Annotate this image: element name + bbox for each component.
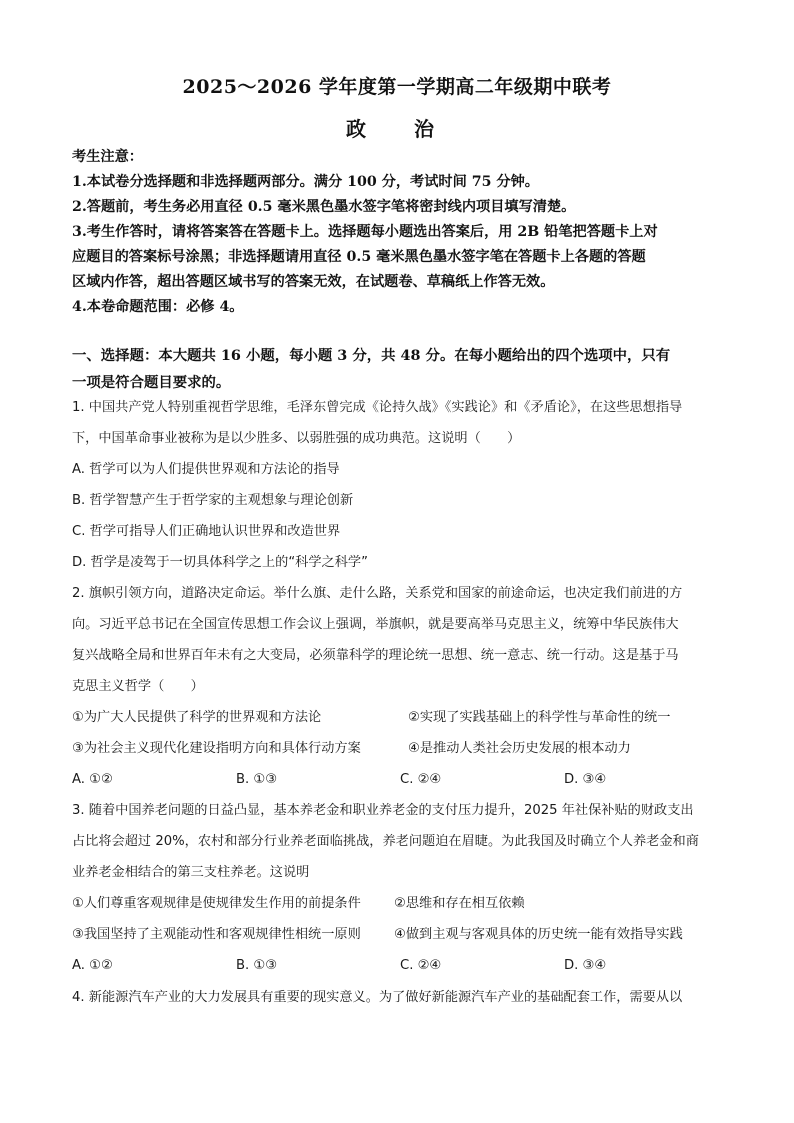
question-1 — [72, 392, 728, 578]
section-heading-line: 一、选择题：本大题共 16 小题，每小题 3 分，共 48 分。在每小题给出的四个选项中，只有 — [72, 347, 671, 364]
options-row — [72, 764, 728, 795]
statement-row — [72, 919, 728, 950]
option-c: C. 哲学可指导人们正确地认识世界和改造世界 — [72, 524, 341, 539]
statement-row — [72, 733, 728, 764]
statement-3: ③我国坚持了主观能动性和客观规律性相统一原则 — [72, 927, 361, 942]
statement-1: ①人们尊重客观规律是使规律发生作用的前提条件 — [72, 896, 361, 911]
question-stem: 下，中国革命事业被称为是以少胜多、以弱胜强的成功典范。这说明（ ） — [72, 431, 521, 446]
notice-item: 4.本卷命题范围：必修 4。 — [72, 299, 244, 315]
notice-item: 应题目的答案标号涂黑；非选择题请用直径 0.5 毫米黑色墨水签字笔在答题卡上各题的答题 — [72, 249, 646, 265]
option-d: D. 哲学是凌驾于一切具体科学之上的“科学之科学” — [72, 555, 368, 570]
statement-row — [72, 702, 728, 733]
notice-item: 区域内作答，超出答题区域书写的答案无效，在试题卷、草稿纸上作答无效。 — [72, 274, 555, 290]
question-stem: 占比将会超过 20%，农村和部分行业养老面临挑战，养老问题迫在眉睫。为此我国及时确立个人养老金和商 — [72, 834, 699, 849]
question-stem: 2. 旗帜引领方向，道路决定命运。举什么旗、走什么路，关系党和国家的前途命运，也决定我们前进的方 — [72, 586, 683, 601]
option-a: A. 哲学可以为人们提供世界观和方法论的指导 — [72, 462, 340, 477]
section-heading-line: 一项是符合题目要求的。 — [72, 374, 231, 391]
notice-heading: 考生注意： — [72, 149, 143, 165]
exam-title: 2025～2026 学年度第一学期高二年级期中联考 — [182, 76, 612, 98]
option-b: B. ①③ — [236, 772, 278, 787]
notice-item: 2.答题前，考生务必用直径 0.5 毫米黑色墨水签字笔将密封线内项目填写清楚。 — [72, 199, 576, 215]
question-stem: 4. 新能源汽车产业的大力发展具有重要的现实意义。为了做好新能源汽车产业的基础配套工作，需要从以 — [72, 990, 683, 1005]
statement-3: ③为社会主义现代化建设指明方向和具体行动方案 — [72, 741, 361, 756]
question-2 — [72, 578, 728, 795]
question-stem: 克思主义哲学（ ） — [72, 679, 204, 694]
option-b: B. 哲学智慧产生于哲学家的主观想象与理论创新 — [72, 493, 354, 508]
option-d: D. ③④ — [564, 958, 607, 973]
option-c: C. ②④ — [400, 772, 442, 787]
question-stem: 复兴战略全局和世界百年未有之大变局，必须靠科学的理论统一思想、统一意志、统一行动。这是基于马 — [72, 648, 679, 663]
statement-2: ②思维和存在相互依赖 — [394, 896, 525, 911]
section-heading — [72, 342, 728, 396]
notice-item: 1.本试卷分选择题和非选择题两部分。满分 100 分，考试时间 75 分钟。 — [72, 174, 539, 190]
subject-title: 政 治 — [346, 117, 448, 141]
option-c: C. ②④ — [400, 958, 442, 973]
question-stem: 业养老金相结合的第三支柱养老。这说明 — [72, 865, 310, 880]
question-stem: 3. 随着中国养老问题的日益凸显，基本养老金和职业养老金的支付压力提升，2025 年社保补贴的财政支出 — [72, 803, 694, 818]
option-b: B. ①③ — [236, 958, 278, 973]
notice-block — [72, 145, 728, 320]
statement-4: ④是推动人类社会历史发展的根本动力 — [408, 741, 631, 756]
option-a: A. ①② — [72, 958, 113, 973]
statement-1: ①为广大人民提供了科学的世界观和方法论 — [72, 710, 322, 725]
option-a: A. ①② — [72, 772, 113, 787]
question-4 — [72, 982, 728, 1013]
statement-2: ②实现了实践基础上的科学性与革命性的统一 — [408, 710, 671, 725]
options-row — [72, 950, 728, 981]
statement-row — [72, 888, 728, 919]
statement-4: ④做到主观与客观具体的历史统一能有效指导实践 — [394, 927, 683, 942]
question-3 — [72, 795, 728, 981]
question-stem: 1. 中国共产党人特别重视哲学思维，毛泽东曾完成《论持久战》《实践论》和《矛盾论》，在这些思想指导 — [72, 400, 683, 415]
question-stem: 向。习近平总书记在全国宣传思想工作会议上强调，举旗帜，就是要高举马克思主义，统筹中华民族伟大 — [72, 617, 679, 632]
option-d: D. ③④ — [564, 772, 607, 787]
notice-item: 3.考生作答时，请将答案答在答题卡上。选择题每小题选出答案后，用 2B 铅笔把答题卡上对 — [72, 224, 658, 240]
